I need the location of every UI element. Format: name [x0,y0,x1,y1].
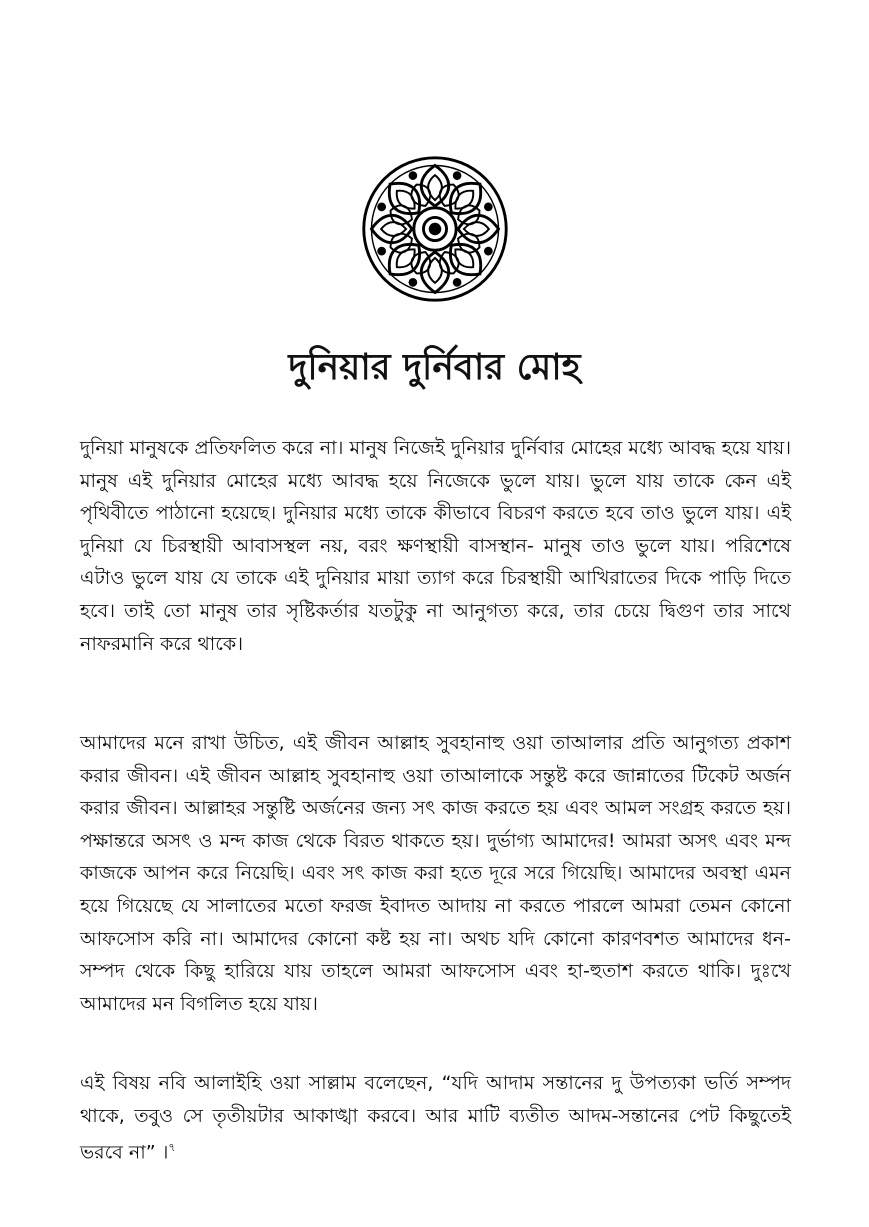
chapter-title: দুনিয়ার দুর্নিবার মোহ [288,347,581,388]
mandala-ornament-icon [358,152,512,306]
paragraph-3-text: এই বিষয় নবি আলাইহি ওয়া সাল্লাম বলেছেন, “যদি আদাম সন্তানের দু উপত্যকা ভর্তি সম্পদ থাকে, তবুও সে তৃতীয়টার আকাঙ্খা করবে। আর মাটি ব্যতীত আদম-সন্তানের পেট কিছুতেই ভরবে না” । [80,1072,791,1164]
footnote-marker: ৭ [168,1141,176,1155]
paragraph-2: আমাদের মনে রাখা উচিত, এই জীবন আল্লাহ সুবহানাহু ওয়া তাআলার প্রতি আনুগত্য প্রকাশ করার জীবন। এই জীবন আল্লাহ সুবহানাহু ওয়া তাআলাকে সন্তুষ্ট করে জান্নাতের টিকেট অর্জন করার জীবন। আল্লাহর সন্তুষ্টি অর্জনের জন্য সৎ কাজ করতে হয় এবং আমল সংগ্রহ করতে হয়। পক্ষান্তরে অসৎ ও মন্দ কাজ থেকে বিরত থাকতে হয়। দুর্ভাগ্য আমাদের! আমরা অসৎ এবং মন্দ কাজকে আপন করে নিয়েছি। এবং সৎ কাজ করা হতে দূরে সরে গিয়েছি। আমাদের অবস্থা এমন হয়ে গিয়েছে যে সালাতের মতো ফরজ ইবাদত আদায় না করতে পারলে আমরা তেমন কোনো আফসোস করি না। আমাদের কোনো কষ্ট হয় না। অথচ যদি কোনো কারণবশত আমাদের ধন-সম্পদ থেকে কিছু হারিয়ে যায় তাহলে আমরা আফসোস এবং হা-হুতাশ করতে থাকি। দুঃখে আমাদের মন বিগলিত হয়ে যায়। [80,732,791,1015]
paragraph-1: দুনিয়া মানুষকে প্রতিফলিত করে না। মানুষ নিজেই দুনিয়ার দুর্নিবার মোহের মধ্যে আবদ্ধ হয়ে যায়। মানুষ এই দুনিয়ার মোহের মধ্যে আবদ্ধ হয়ে নিজেকে ভুলে যায়। ভুলে যায় তাকে কেন এই পৃথিবীতে পাঠানো হয়েছে। দুনিয়ার মধ্যে তাকে কীভাবে বিচরণ করতে হবে তাও ভুলে যায়। এই দুনিয়া যে চিরস্থায়ী আবাসস্থল নয়, বরং ক্ষণস্থায়ী বাসস্থান- মানুষ তাও ভুলে যায়। পরিশেষে এটাও ভুলে যায় যে তাকে এই দুনিয়ার মায়া ত্যাগ করে চিরস্থায়ী আখিরাতের দিকে পাড়ি দিতে হবে। তাই তো মানুষ তার সৃষ্টিকর্তার যতটুকু না আনুগত্য করে, তার চেয়ে দ্বিগুণ তার সাথে নাফরমানি করে থাকে। [80,437,791,655]
paragraph-3 [80,1067,791,1169]
